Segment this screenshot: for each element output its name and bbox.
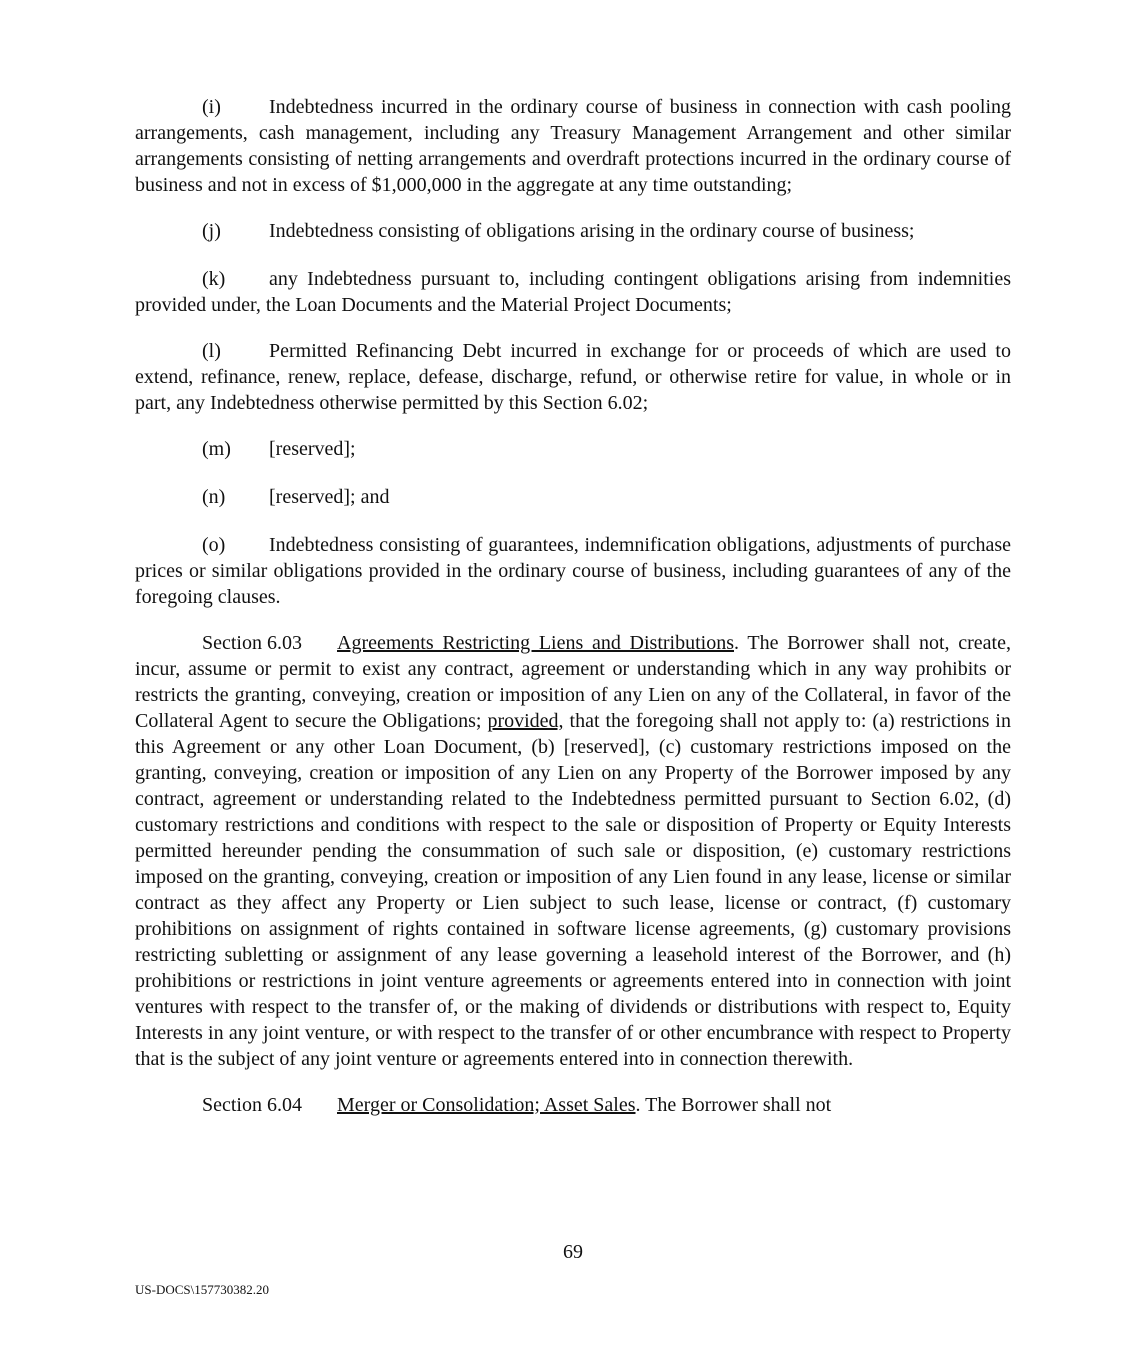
clause-marker: (j)	[202, 220, 221, 242]
clause-j	[135, 218, 1011, 244]
section-number: Section 6.03	[202, 632, 302, 654]
section-6-04	[135, 1092, 1011, 1118]
clause-text: any Indebtedness pursuant to, including contingent obligations arising from indemnities provided under, the Loan Documents and the Material Project Documents;	[135, 268, 1011, 316]
section-text: . The Borrower shall not	[635, 1094, 832, 1116]
proviso-term: provided,	[487, 710, 564, 732]
section-6-03	[135, 630, 1011, 1072]
section-text-continued: that the foregoing shall not apply to: (a) restrictions in this Agreement or any other Loan Document, (b) [reserved], (c) customary restrictions imposed on the granting, conveying, creation or imposition of any Lien on any Property of the Borrower imposed by any contract, agreement or understanding related to the Indebtedness permitted pursuant to Section 6.02, (d) customary restrictions and conditions with respect to the sale or disposition of Property or Equity Interests permitted hereunder pending the consummation of such sale or disposition, (e) customary restrictions imposed on the granting, conveying, creation or imposition of any Lien found in any lease, license or similar contract as they affect any Property or Lien subject to such lease, license or contract, (f) customary prohibitions on assignment of rights contained in software license agreements, (g) customary provisions restricting subletting or assignment of any lease governing a leasehold interest of the Borrower, and (h) prohibitions or restrictions in joint venture agreements or agreements entered into in connection with joint ventures with respect to the transfer of, or the making of dividends or distributions with respect to, Equity Interests in any joint venture, or with respect to the transfer of or other encumbrance with respect to Property that is the subject of any joint venture or agreements entered into in connection therewith.	[135, 710, 1011, 1070]
clause-text: Indebtedness incurred in the ordinary course of business in connection with cash pooling arrangements, cash management, including any Treasury Management Arrangement and other similar arrangements consisting of netting arrangements and overdraft protections incurred in the ordinary course of business and not in excess of $1,000,000 in the aggregate at any time outstanding;	[135, 96, 1011, 196]
clause-o	[135, 532, 1011, 610]
section-heading: Agreements Restricting Liens and Distributions	[337, 632, 734, 654]
clause-marker: (l)	[202, 340, 221, 362]
clause-marker: (o)	[202, 534, 226, 556]
clause-k	[135, 266, 1011, 318]
clause-n	[135, 484, 1011, 510]
section-heading: Merger or Consolidation; Asset Sales	[337, 1094, 636, 1116]
document-id: US-DOCS\157730382.20	[135, 1282, 269, 1297]
clause-text: [reserved]; and	[269, 486, 390, 508]
clause-l	[135, 338, 1011, 416]
document-body	[135, 94, 1011, 1140]
clause-marker: (k)	[202, 268, 226, 290]
clause-marker: (n)	[202, 486, 226, 508]
section-text: . The Borrower shall not, create, incur, assume or permit to exist any contract, agreement or understanding which in any way prohibits or restricts the granting, conveying, creation or imposition of any Lien on any of the Collateral, in favor of the Collateral Agent to secure the Obligations;	[135, 632, 1011, 732]
clause-marker: (m)	[202, 438, 231, 460]
clause-m	[135, 436, 1011, 462]
clause-text: [reserved];	[269, 438, 356, 460]
clause-text: Indebtedness consisting of obligations arising in the ordinary course of business;	[269, 220, 915, 242]
page-number: 69	[563, 1241, 583, 1263]
clause-i	[135, 94, 1011, 198]
section-number: Section 6.04	[202, 1094, 302, 1116]
clause-marker: (i)	[202, 96, 221, 118]
clause-text: Indebtedness consisting of guarantees, indemnification obligations, adjustments of purchase prices or similar obligations provided in the ordinary course of business, including guarantees of any of the foregoing clauses.	[135, 534, 1011, 608]
clause-text: Permitted Refinancing Debt incurred in exchange for or proceeds of which are used to extend, refinance, renew, replace, defease, discharge, refund, or otherwise retire for value, in whole or in part, any Indebtedness otherwise permitted by this Section 6.02;	[135, 340, 1011, 414]
